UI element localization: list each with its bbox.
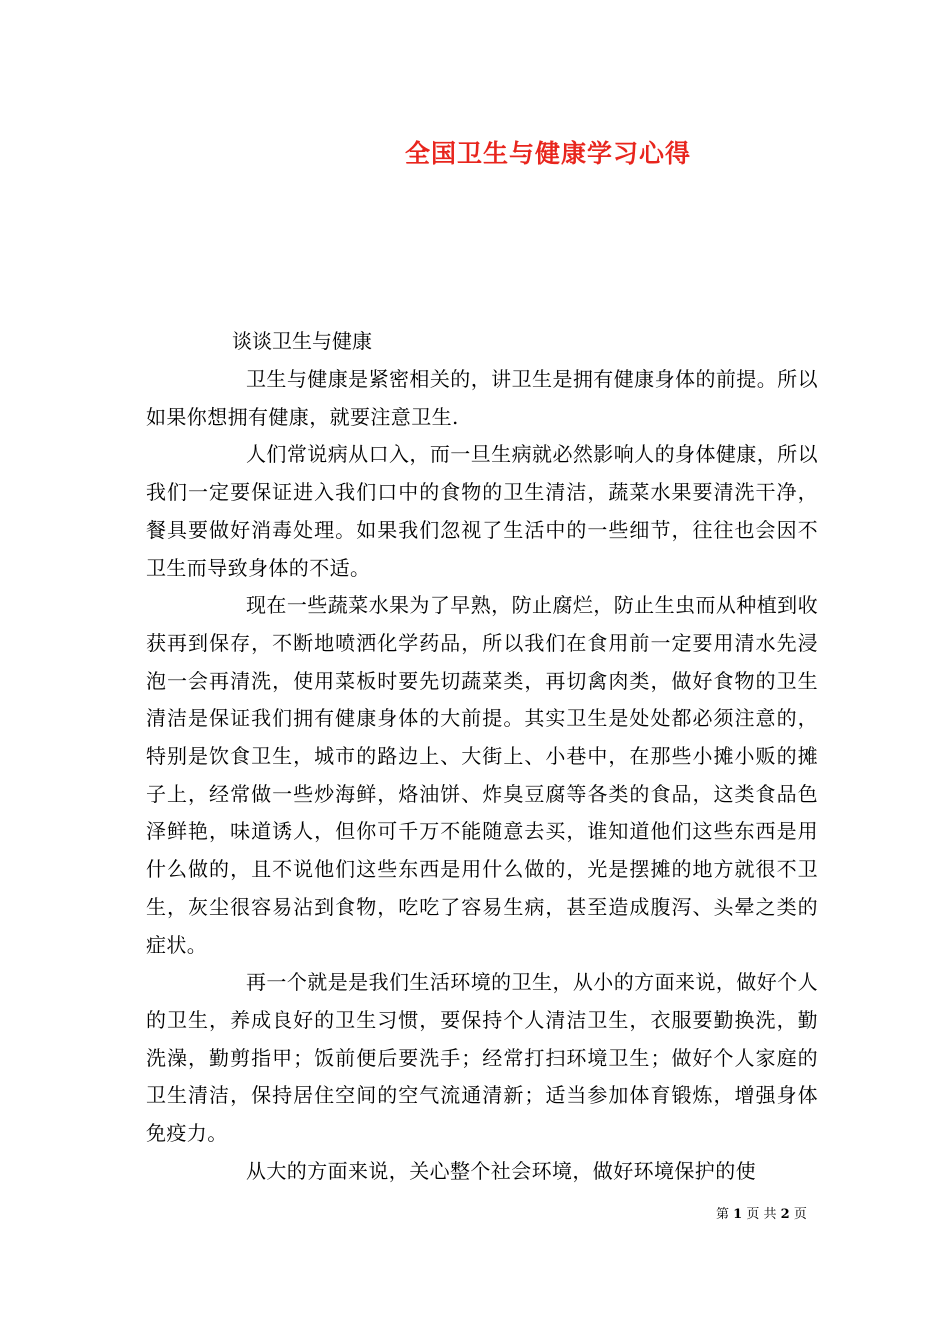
paragraph: 人们常说病从口入，而一旦生病就必然影响人的身体健康，所以我们一定要保证进入我们口中的食物的卫生清洁，蔬菜水果要清洗干净，餐具要做好消毒处理。如果我们忽视了生活中的一些细节，往往也会因不卫生而导致身体的不适。 (146, 442, 818, 580)
paragraph: 再一个就是是我们生活环境的卫生，从小的方面来说，做好个人的卫生，养成良好的卫生习惯，要保持个人清洁卫生，衣服要勤换洗，勤洗澡，勤剪指甲；饭前便后要洗手；经常打扫环境卫生；做好个人家庭的卫生清洁，保持居住空间的空气流通清新；适当参加体育锻炼，增强身体免疫力。 (146, 970, 818, 1146)
footer-middle: 页 共 (746, 1207, 777, 1222)
footer-suffix: 页 (793, 1207, 807, 1222)
paragraph: 现在一些蔬菜水果为了早熟，防止腐烂，防止生虫而从种植到收获再到保存，不断地喷洒化学药品，所以我们在食用前一定要用清水先浸泡一会再清洗，使用菜板时要先切蔬菜类，再切禽肉类，做好食物的卫生清洁是保证我们拥有健康身体的大前提。其实卫生是处处都必须注意的，特别是饮食卫生，城市的路边上、大街上、小巷中，在那些小摊小贩的摊子上，经常做一些炒海鲜，烙油饼、炸臭豆腐等各类的食品，这类食品色泽鲜艳，味道诱人，但你可千万不能随意去买，谁知道他们这些东西是用什么做的，且不说他们这些东西是用什么做的，光是摆摊的地方就很不卫生，灰尘很容易沾到食物，吃吃了容易生病，甚至造成腹泻、头晕之类的症状。 (146, 593, 818, 957)
current-page-number: 1 (733, 1207, 743, 1222)
total-page-number: 2 (780, 1207, 790, 1222)
document-body (146, 361, 818, 1190)
paragraph: 卫生与健康是紧密相关的，讲卫生是拥有健康身体的前提。所以如果你想拥有健康，就要注意卫生. (146, 367, 818, 429)
document-title: 全国卫生与健康学习心得 (404, 139, 691, 168)
document-subtitle: 谈谈卫生与健康 (232, 329, 372, 353)
footer-prefix: 第 (716, 1207, 730, 1222)
paragraph: 从大的方面来说，关心整个社会环境，做好环境保护的使 (246, 1158, 756, 1183)
page-footer (716, 1207, 807, 1223)
